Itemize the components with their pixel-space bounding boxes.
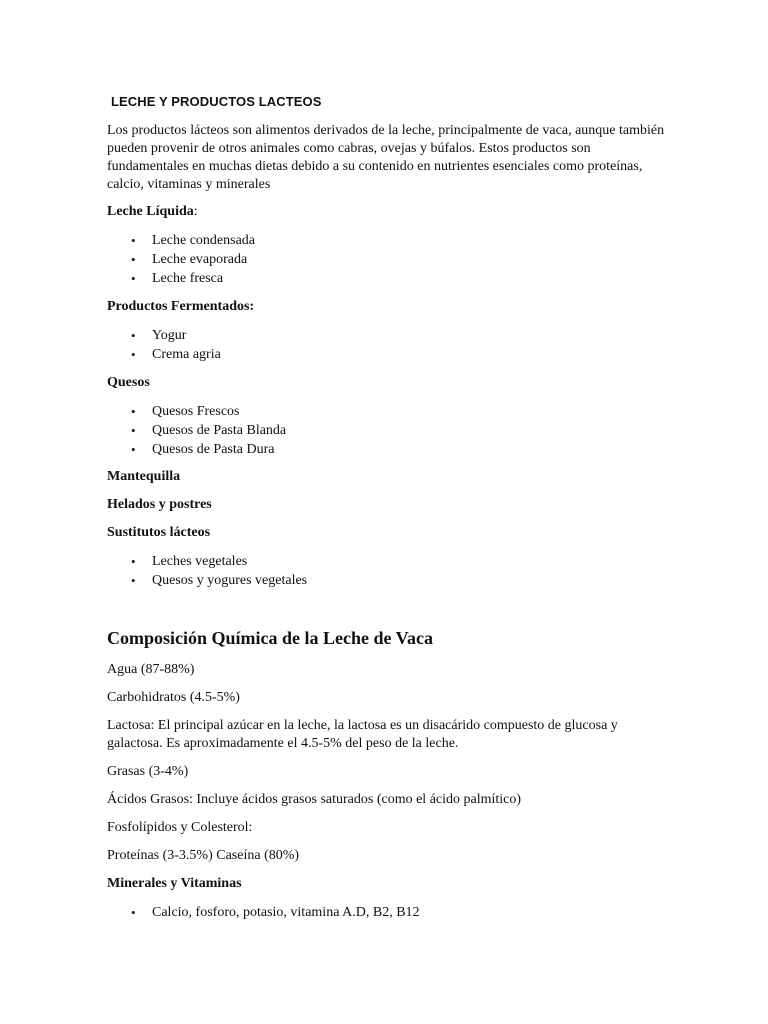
composition-carbohidratos: Carbohidratos (4.5-5%) — [107, 690, 240, 705]
section-heading-sustitutos: Sustitutos lácteos — [107, 525, 211, 540]
composition-acidos: Ácidos Grasos: Incluye ácidos grasos saturados (como el ácido palmítico) — [107, 792, 522, 807]
intro-line: calcio, vitaminas y minerales — [107, 177, 271, 192]
intro-paragraph — [107, 122, 664, 194]
section-heading-leche-liquida — [107, 203, 198, 221]
section-heading-helados: Helados y postres — [107, 497, 212, 512]
bullet-icon: • — [131, 347, 136, 362]
list-fermentados — [107, 326, 221, 364]
bullet-icon: • — [131, 423, 136, 438]
list-minerales — [107, 903, 420, 922]
bullet-icon: • — [131, 271, 136, 286]
section-heading-mantequilla: Mantequilla — [107, 469, 181, 484]
intro-line: fundamentales en muchas dietas debido a su contenido en nutrientes esenciales como proteínas, — [107, 159, 643, 174]
list-leche-liquida — [107, 231, 255, 288]
list-item — [107, 903, 420, 922]
bullet-icon: • — [131, 573, 136, 588]
list-sustitutos — [107, 552, 307, 590]
list-item — [107, 345, 221, 364]
bullet-icon: • — [131, 252, 136, 267]
composition-fosfolipidos: Fosfolípidos y Colesterol: — [107, 820, 253, 835]
lactosa-line: galactosa. Es aproximadamente el 4.5-5% del peso de la leche. — [107, 736, 459, 751]
list-item — [107, 552, 307, 571]
list-item-text: Leche evaporada — [152, 252, 248, 267]
list-item — [107, 250, 255, 269]
list-quesos — [107, 402, 286, 459]
lactosa-line: Lactosa: El principal azúcar en la leche, la lactosa es un disacárido compuesto de glucosa y — [107, 718, 618, 733]
list-item-text: Leches vegetales — [152, 554, 248, 569]
list-item-text: Quesos de Pasta Blanda — [152, 423, 287, 438]
composition-grasas: Grasas (3-4%) — [107, 764, 189, 779]
composition-agua: Agua (87-88%) — [107, 662, 195, 677]
minerales-heading: Minerales y Vitaminas — [107, 876, 242, 891]
composition-lactosa — [107, 717, 618, 753]
list-item — [107, 571, 307, 590]
intro-line: Los productos lácteos son alimentos derivados de la leche, principalmente de vaca, aunque también — [107, 123, 665, 138]
list-item — [107, 440, 286, 459]
intro-line: pueden provenir de otros animales como cabras, ovejas y búfalos. Estos productos son — [107, 141, 591, 156]
composition-proteinas: Proteínas (3-3.5%) Caseína (80%) — [107, 848, 300, 863]
bullet-icon: • — [131, 328, 136, 343]
list-item — [107, 326, 221, 345]
document-title: LECHE Y PRODUCTOS LACTEOS — [111, 94, 322, 109]
heading-colon: : — [193, 204, 198, 219]
list-item-text: Quesos Frescos — [152, 404, 240, 419]
list-item — [107, 269, 255, 288]
list-item-text: Calcio, fosforo, potasio, vitamina A.D, B2, B12 — [152, 905, 420, 920]
list-item-text: Leche condensada — [152, 233, 255, 248]
bullet-icon: • — [131, 233, 136, 248]
list-item — [107, 402, 286, 421]
section-heading-fermentados: Productos Fermentados: — [107, 299, 255, 314]
list-item-text: Quesos de Pasta Dura — [152, 442, 275, 457]
bullet-icon: • — [131, 905, 136, 920]
list-item — [107, 231, 255, 250]
list-item — [107, 421, 286, 440]
composition-heading: Composición Química de la Leche de Vaca — [107, 628, 434, 648]
list-item-text: Leche fresca — [152, 271, 224, 286]
section-heading-quesos: Quesos — [107, 375, 150, 390]
bullet-icon: • — [131, 554, 136, 569]
list-item-text: Crema agria — [152, 347, 221, 362]
bullet-icon: • — [131, 442, 136, 457]
list-item-text: Quesos y yogures vegetales — [152, 573, 308, 588]
list-item-text: Yogur — [152, 328, 187, 343]
bullet-icon: • — [131, 404, 136, 419]
section-heading-text: Leche Líquida — [107, 204, 194, 219]
